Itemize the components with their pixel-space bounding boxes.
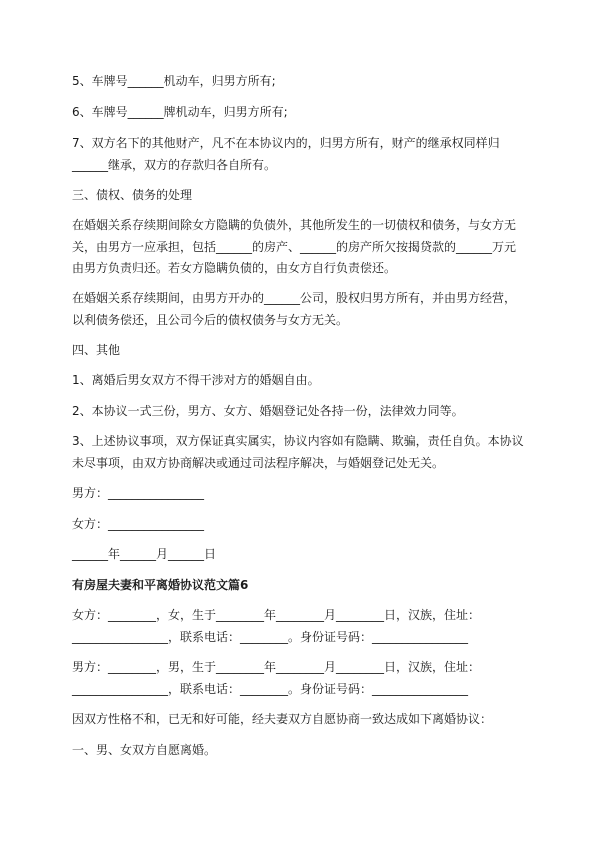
clause-7-other-property: 7、双方名下的其他财产，凡不在本协议内的，归男方所有，财产的继承权同样归 <box>72 136 500 150</box>
debts-paragraph-2: 在婚姻关系存续期间，由男方开办的______公司，股权归男方所有，并由男方经营， <box>72 291 517 305</box>
agreement-item-1: 一、男、女双方自愿离婚。 <box>72 743 217 757</box>
other-item-2: 2、本协议一式三份，男方、女方、婚姻登记处各持一份，法律效力同等。 <box>72 404 464 418</box>
party-female-info: 女方：________，女，生于________年________月________日，汉族，住址： <box>72 608 481 622</box>
signature-male: 男方：________________ <box>72 486 205 500</box>
debts-paragraph-1: 由男方负责归还。若女方隐瞒负债的，由女方自行负责偿还。 <box>72 261 397 275</box>
other-item-3: 未尽事项，由双方协商解决或通过司法程序解决，与婚姻登记处无关。 <box>72 456 445 470</box>
party-male-info: 男方：________，男，生于________年________月________日，汉族，住址： <box>72 660 481 674</box>
clause-7-continued: ______继承，双方的存款归各自所有。 <box>72 158 277 172</box>
party-male-info: ________________，联系电话：________。身份证号码：________________ <box>72 682 469 696</box>
debts-paragraph-2: 以利债务偿还，且公司今后的债权债务与女方无关。 <box>72 313 349 327</box>
section-heading-other: 四、其他 <box>72 343 121 357</box>
section-heading-debts: 三、债权、债务的处理 <box>72 188 193 202</box>
article-title: 有房屋夫妻和平离婚协议范文篇6 <box>72 578 249 592</box>
signature-date: ______年______月______日 <box>72 547 217 561</box>
debts-paragraph-1: 关，由男方一应承担，包括______的房产、______的房产所欠按揭贷款的______万元 <box>72 240 517 254</box>
debts-paragraph-1: 在婚姻关系存续期间除女方隐瞒的负债外，其他所发生的一切债权和债务，与女方无 <box>72 218 517 232</box>
signature-female: 女方：________________ <box>72 517 205 531</box>
agreement-intro: 因双方性格不和，已无和好可能，经夫妻双方自愿协商一致达成如下离婚协议： <box>72 712 493 726</box>
clause-6-car: 6、车牌号______牌机动车，归男方所有; <box>72 105 288 119</box>
other-item-1: 1、离婚后男女双方不得干涉对方的婚姻自由。 <box>72 373 320 387</box>
clause-5-car: 5、车牌号______机动车，归男方所有; <box>72 74 276 88</box>
party-female-info: ________________，联系电话：________。身份证号码：________________ <box>72 630 469 644</box>
other-item-3: 3、上述协议事项，双方保证真实属实，协议内容如有隐瞒、欺骗，责任自负。本协议 <box>72 434 524 448</box>
